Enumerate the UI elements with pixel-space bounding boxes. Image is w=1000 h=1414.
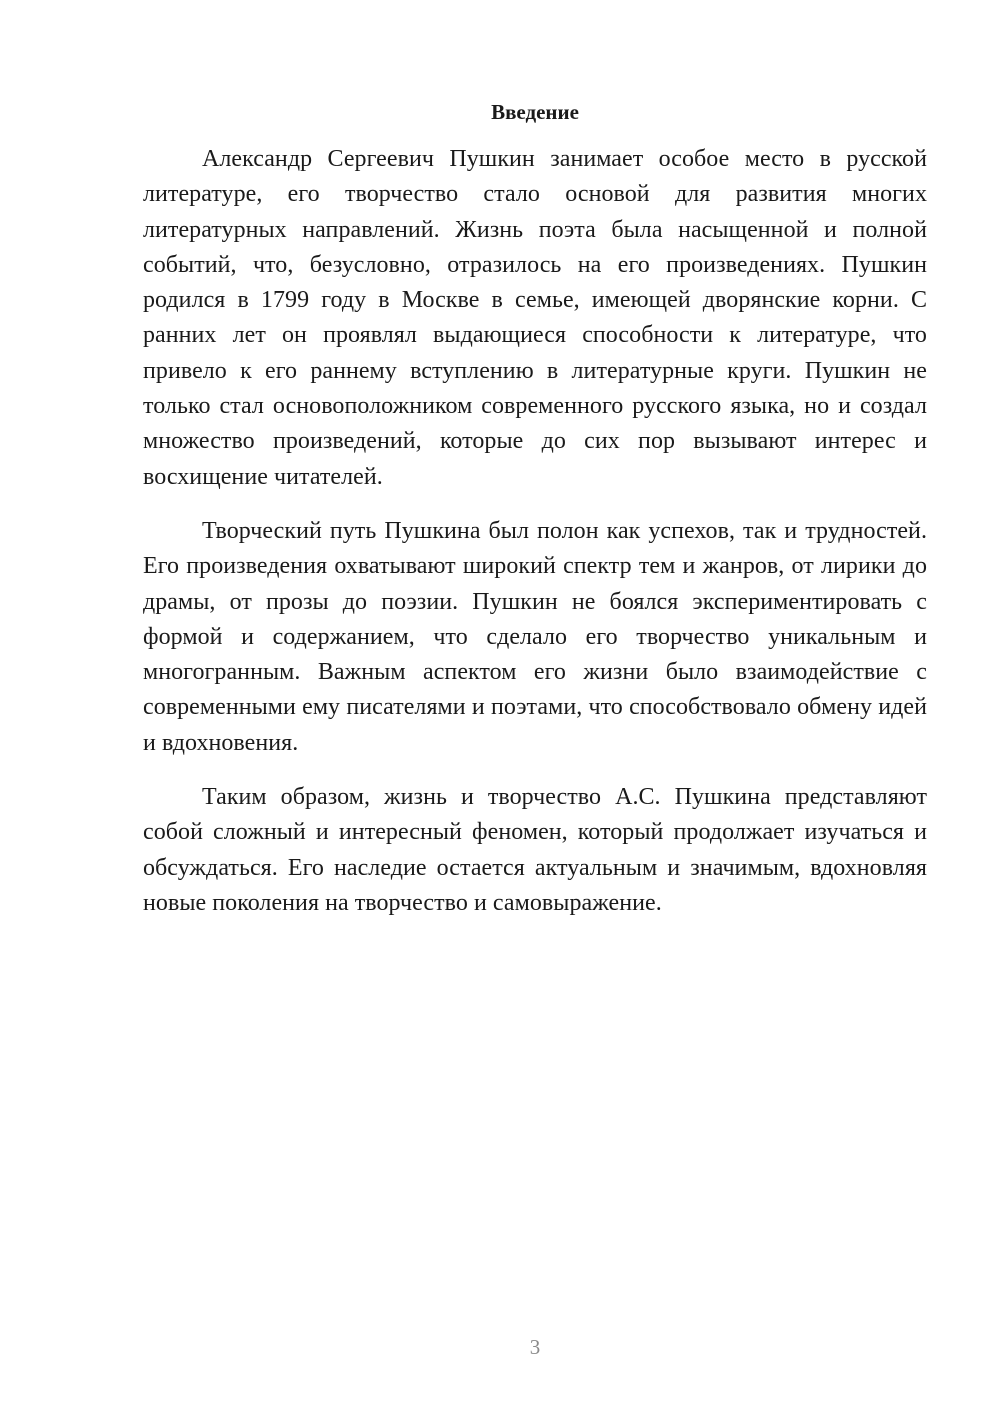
section-heading: Введение xyxy=(491,100,579,124)
page-number: 3 xyxy=(529,1335,541,1359)
paragraph-2: Творческий путь Пушкина был полон как успехов, так и трудностей. Его произведения охватывают широкий спектр тем и жанров, от лирики до драмы, от прозы до поэзии. Пушкин не боялся экспериментировать с формой и содержанием, что сделало его творчество уникальным и многогранным. Важным аспектом его жизни было взаимодействие с современными ему писателями и поэтами, что способствовало обмену идей и вдохновения. xyxy=(143,517,927,756)
paragraph-3: Таким образом, жизнь и творчество А.С. Пушкина представляют собой сложный и интересный феномен, который продолжает изучаться и обсуждаться. Его наследие остается актуальным и значимым, вдохновляя новые поколения на творчество и самовыражение. xyxy=(143,784,927,916)
document-body xyxy=(143,142,927,940)
paragraph-1: Александр Сергеевич Пушкин занимает особое место в русской литературе, его творчество стало основой для развития многих литературных направлений. Жизнь поэта была насыщенной и полной событий, что, безусловно, отразилось на его произведениях. Пушкин родился в 1799 году в Москве в семье, имеющей дворянские корни. С ранних лет он проявлял выдающиеся способности к литературе, что привело к его раннему вступлению в литературные круги. Пушкин не только стал основоположником современного русского языка, но и создал множество произведений, которые до сих пор вызывают интерес и восхищение читателей. xyxy=(143,146,927,490)
